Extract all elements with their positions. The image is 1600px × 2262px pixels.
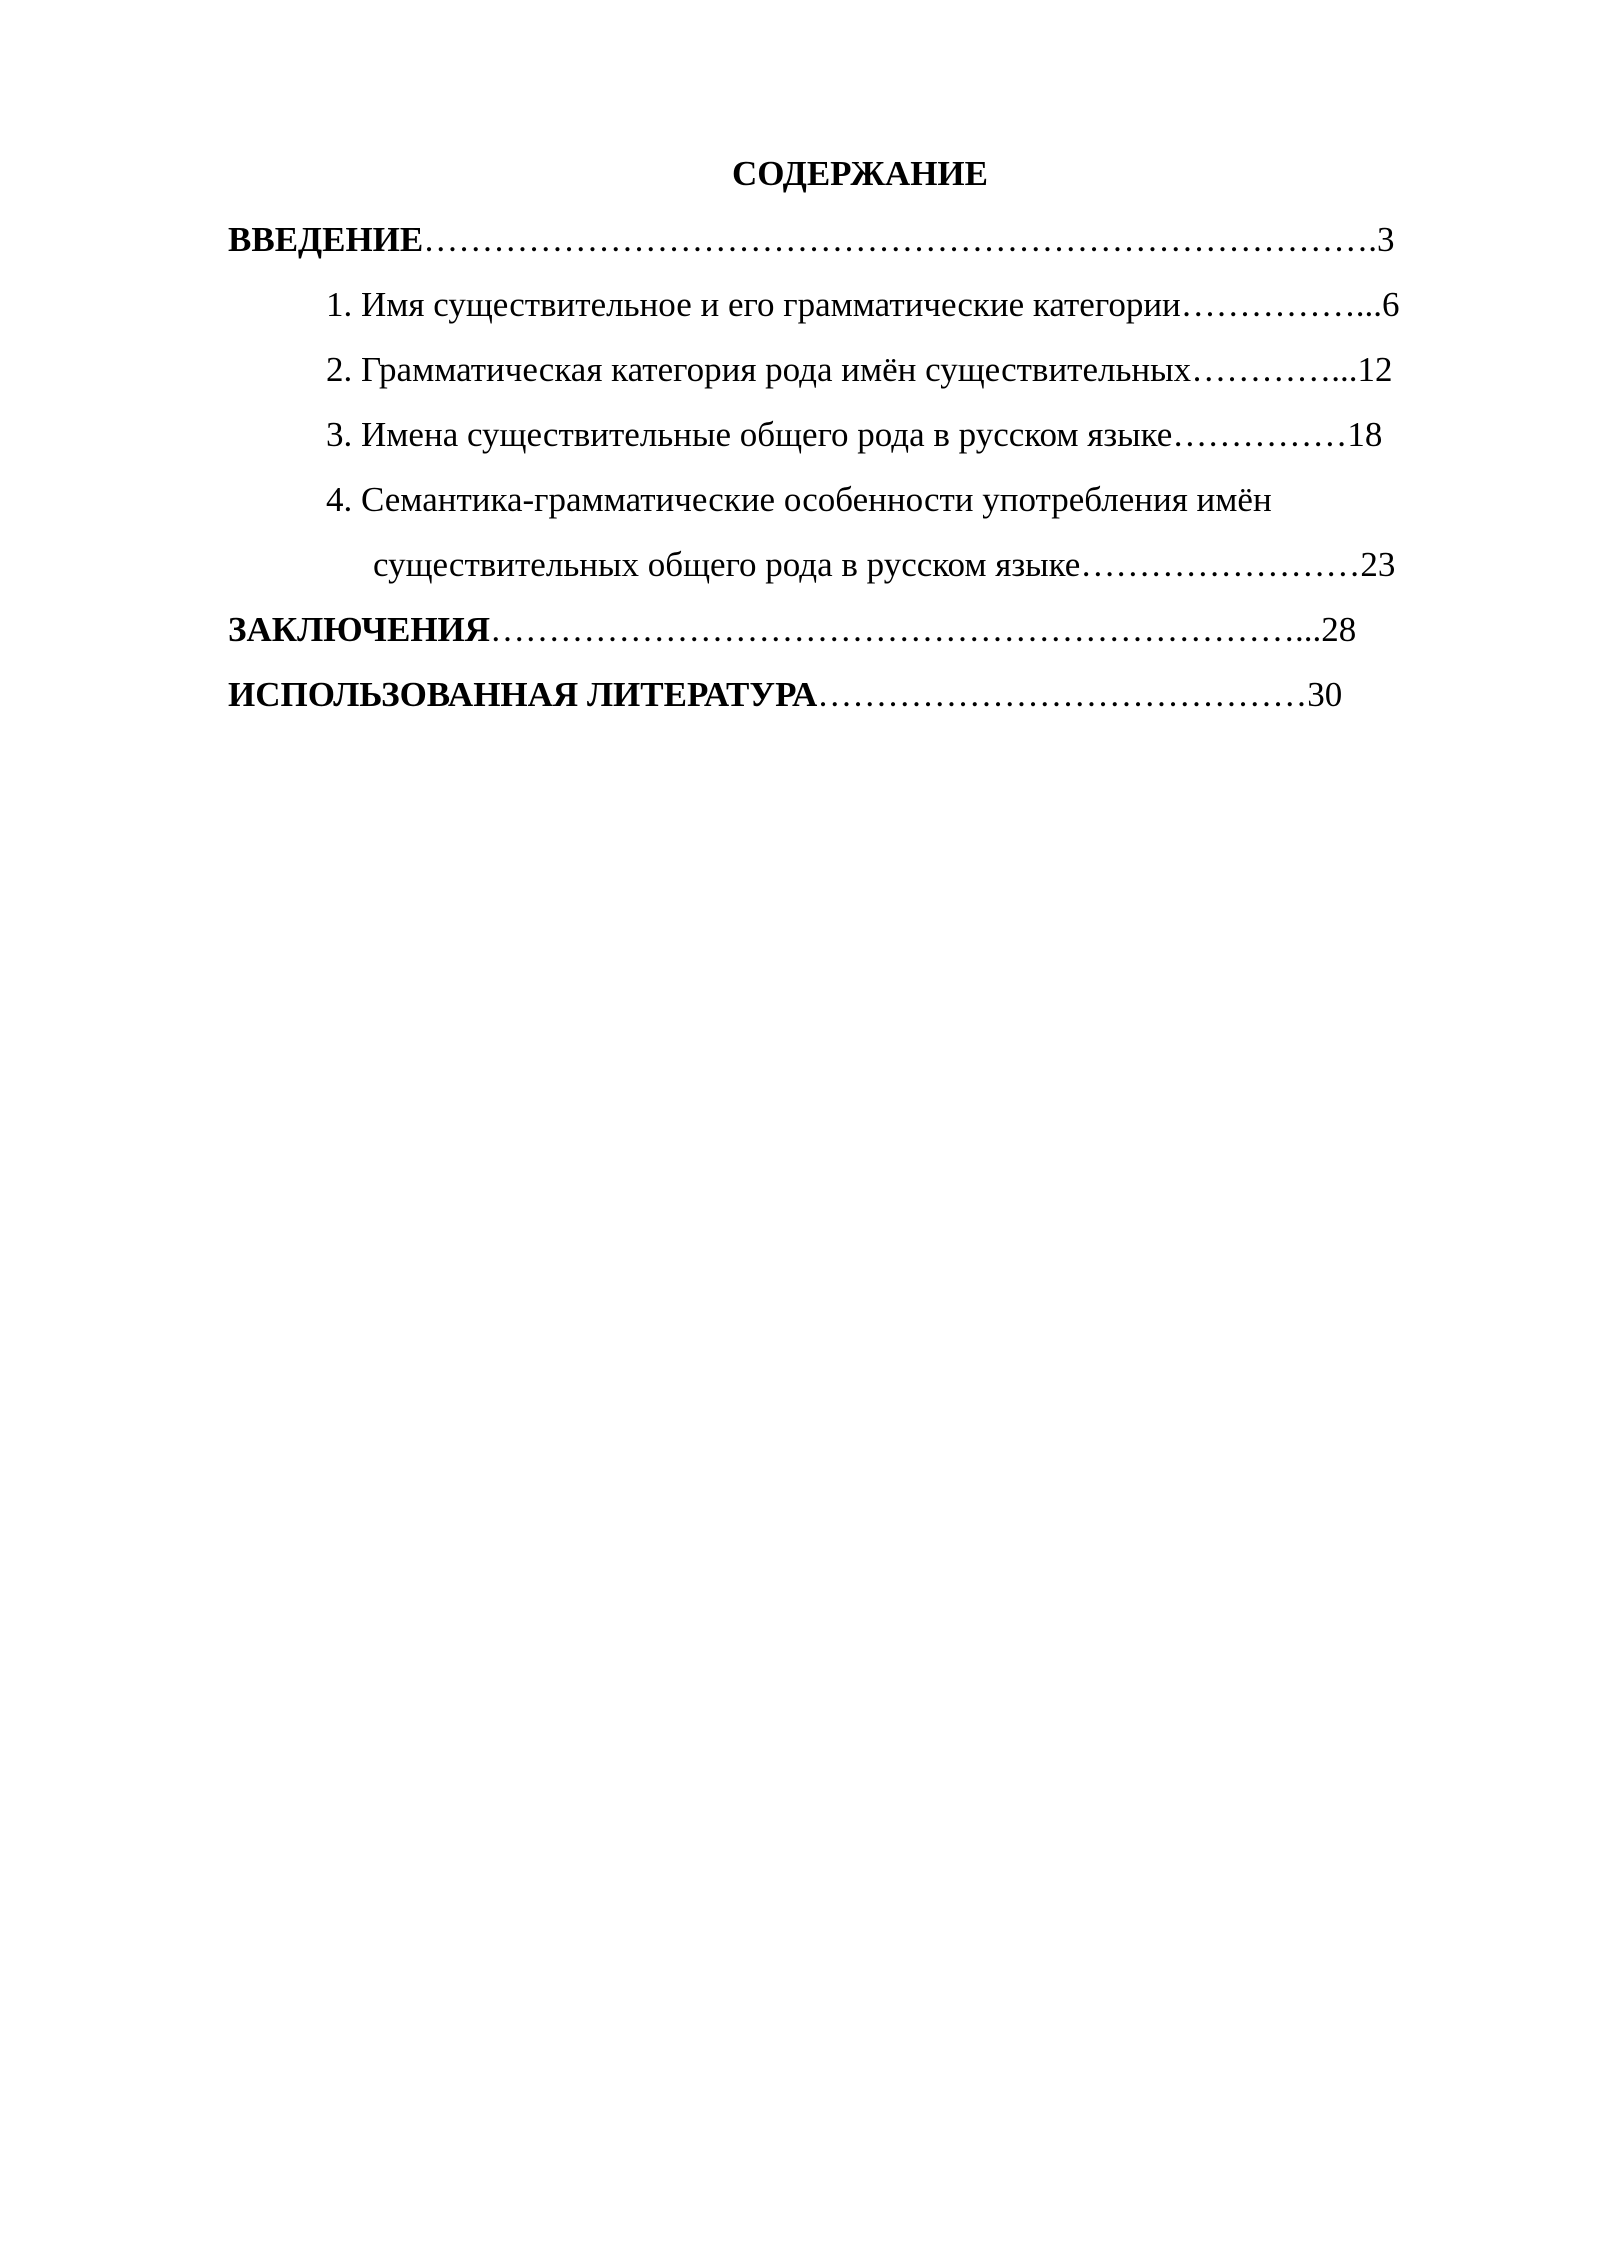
toc-entry-leader: ……………... — [1180, 285, 1383, 324]
toc-entry-page: 6 — [1382, 285, 1400, 324]
toc-entry-label: ИСПОЛЬЗОВАННАЯ ЛИТЕРАТУРА — [228, 675, 818, 714]
toc-entry-page: 23 — [1360, 545, 1396, 584]
toc-entry-section-2 — [326, 346, 1392, 394]
toc-entry-leader: …………… — [1172, 415, 1348, 454]
toc-entry-introduction — [228, 216, 1395, 264]
toc-entry-page: 30 — [1307, 675, 1343, 714]
toc-entry-page: 3 — [1377, 220, 1395, 259]
toc-entry-label: 4. Семантика-грамматические особенности употребления имён — [326, 480, 1272, 519]
toc-entry-page: 12 — [1357, 350, 1393, 389]
toc-title: СОДЕРЖАНИЕ — [731, 154, 988, 193]
toc-entry-label: 1. Имя существительное и его грамматические категории — [326, 285, 1181, 324]
toc-entry-label: существительных общего рода в русском языке — [373, 545, 1081, 584]
toc-entry-label: 3. Имена существительные общего рода в русском языке — [326, 415, 1173, 454]
toc-entry-section-4-line-1 — [326, 476, 1272, 524]
toc-entry-label: 2. Грамматическая категория рода имён существительных — [326, 350, 1192, 389]
toc-entry-page: 18 — [1347, 415, 1383, 454]
toc-entry-leader: …………………… — [1080, 545, 1361, 584]
toc-entry-conclusion — [228, 606, 1356, 654]
toc-entry-leader: ………………………………………………………………………. — [423, 220, 1378, 259]
toc-entry-section-4-line-2 — [373, 541, 1395, 589]
toc-entry-leader: …………... — [1191, 350, 1358, 389]
toc-entry-label: ЗАКЛЮЧЕНИЯ — [228, 610, 491, 649]
toc-entry-page: 28 — [1321, 610, 1357, 649]
toc-entry-leader: …………………………………… — [817, 675, 1308, 714]
toc-entry-section-3 — [326, 411, 1382, 459]
toc-entry-references — [228, 671, 1342, 719]
toc-entry-section-1 — [326, 281, 1400, 329]
toc-entry-leader: ……………………………………………………………... — [490, 610, 1322, 649]
toc-entry-label: ВВЕДЕНИЕ — [228, 220, 424, 259]
